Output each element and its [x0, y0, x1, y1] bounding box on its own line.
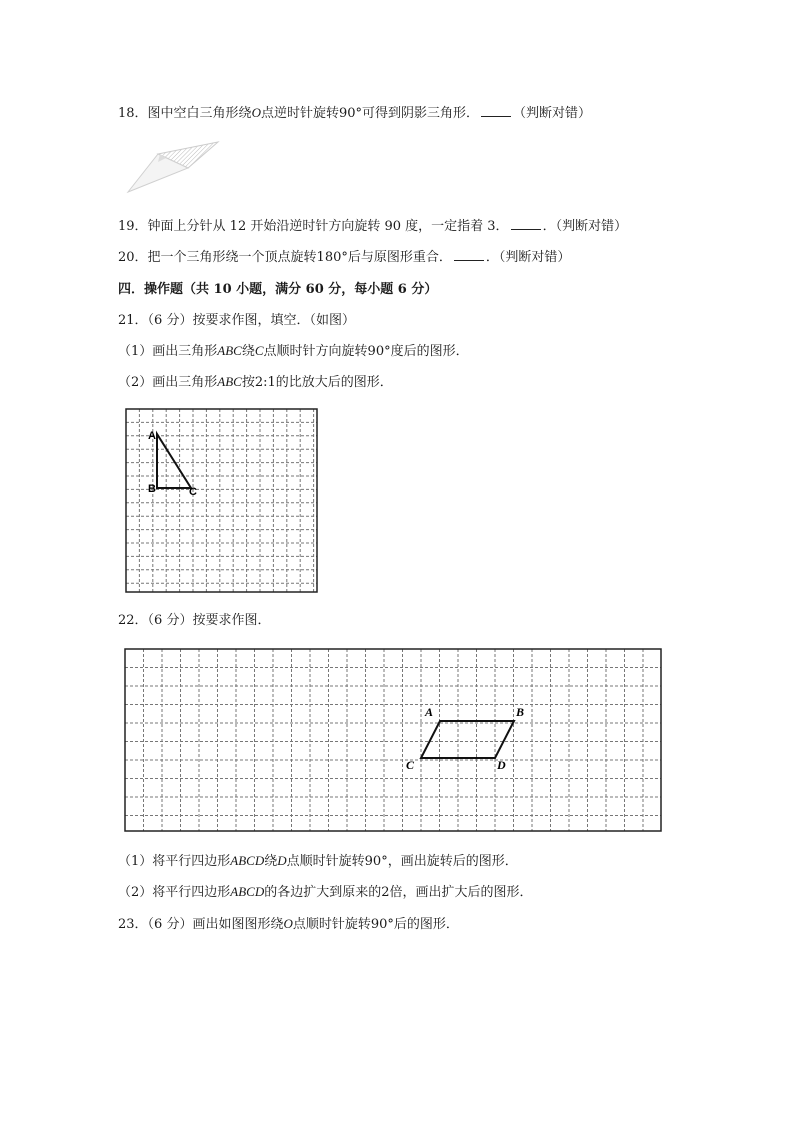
- answer-blank-19[interactable]: [511, 217, 541, 230]
- question-23: 23．（6 分）画出如图图形绕O点顺时针旋转90°后的图形．: [118, 916, 459, 932]
- label-d: D: [497, 758, 506, 772]
- question-20: 20．把一个三角形绕一个顶点旋转180°后与原图形重合． ．（判断对错）: [118, 250, 571, 265]
- question-22-intro: 22．（6 分）按要求作图．: [118, 613, 271, 628]
- question-21-part1: （1）画出三角形ABC绕C点顺时针方向旋转90°度后的图形．: [118, 343, 469, 359]
- label-a: A: [148, 430, 156, 442]
- section-title: 四．操作题（共 10 小题，满分 60 分，每小题 6 分）: [118, 282, 438, 297]
- question-22-part2: （2）将平行四边形ABCD的各边扩大到原来的2倍，画出扩大后的图形．: [118, 884, 533, 900]
- question-22-part1: （1）将平行四边形ABCD绕D点顺时针旋转90°，画出旋转后的图形．: [118, 853, 518, 869]
- answer-blank-18[interactable]: [481, 104, 511, 117]
- question-21-intro: 21．（6 分）按要求作图，填空．（如图）: [118, 313, 355, 328]
- label-b: B: [148, 483, 156, 495]
- answer-blank-20[interactable]: [454, 248, 484, 261]
- parallelogram-abcd: [421, 721, 514, 758]
- label-c: C: [189, 486, 197, 498]
- q22-grid-figure: [124, 648, 664, 834]
- label-a: A: [425, 705, 434, 719]
- question-21-part2: （2）画出三角形ABC按2:1的比放大后的图形．: [118, 374, 393, 390]
- q18-triangle-figure: [118, 132, 228, 198]
- label-c: C: [406, 758, 415, 772]
- label-b: B: [516, 705, 525, 719]
- q21-grid-figure: [125, 408, 320, 596]
- triangle-abc: [157, 434, 191, 488]
- question-18: 18．图中空白三角形绕O点逆时针旋转90°可得到阴影三角形． （判断对错）: [118, 105, 592, 121]
- question-19: 19．钟面上分针从 12 开始沿逆时针方向旋转 90 度，一定指着 3． ．（判断对错）: [118, 219, 628, 234]
